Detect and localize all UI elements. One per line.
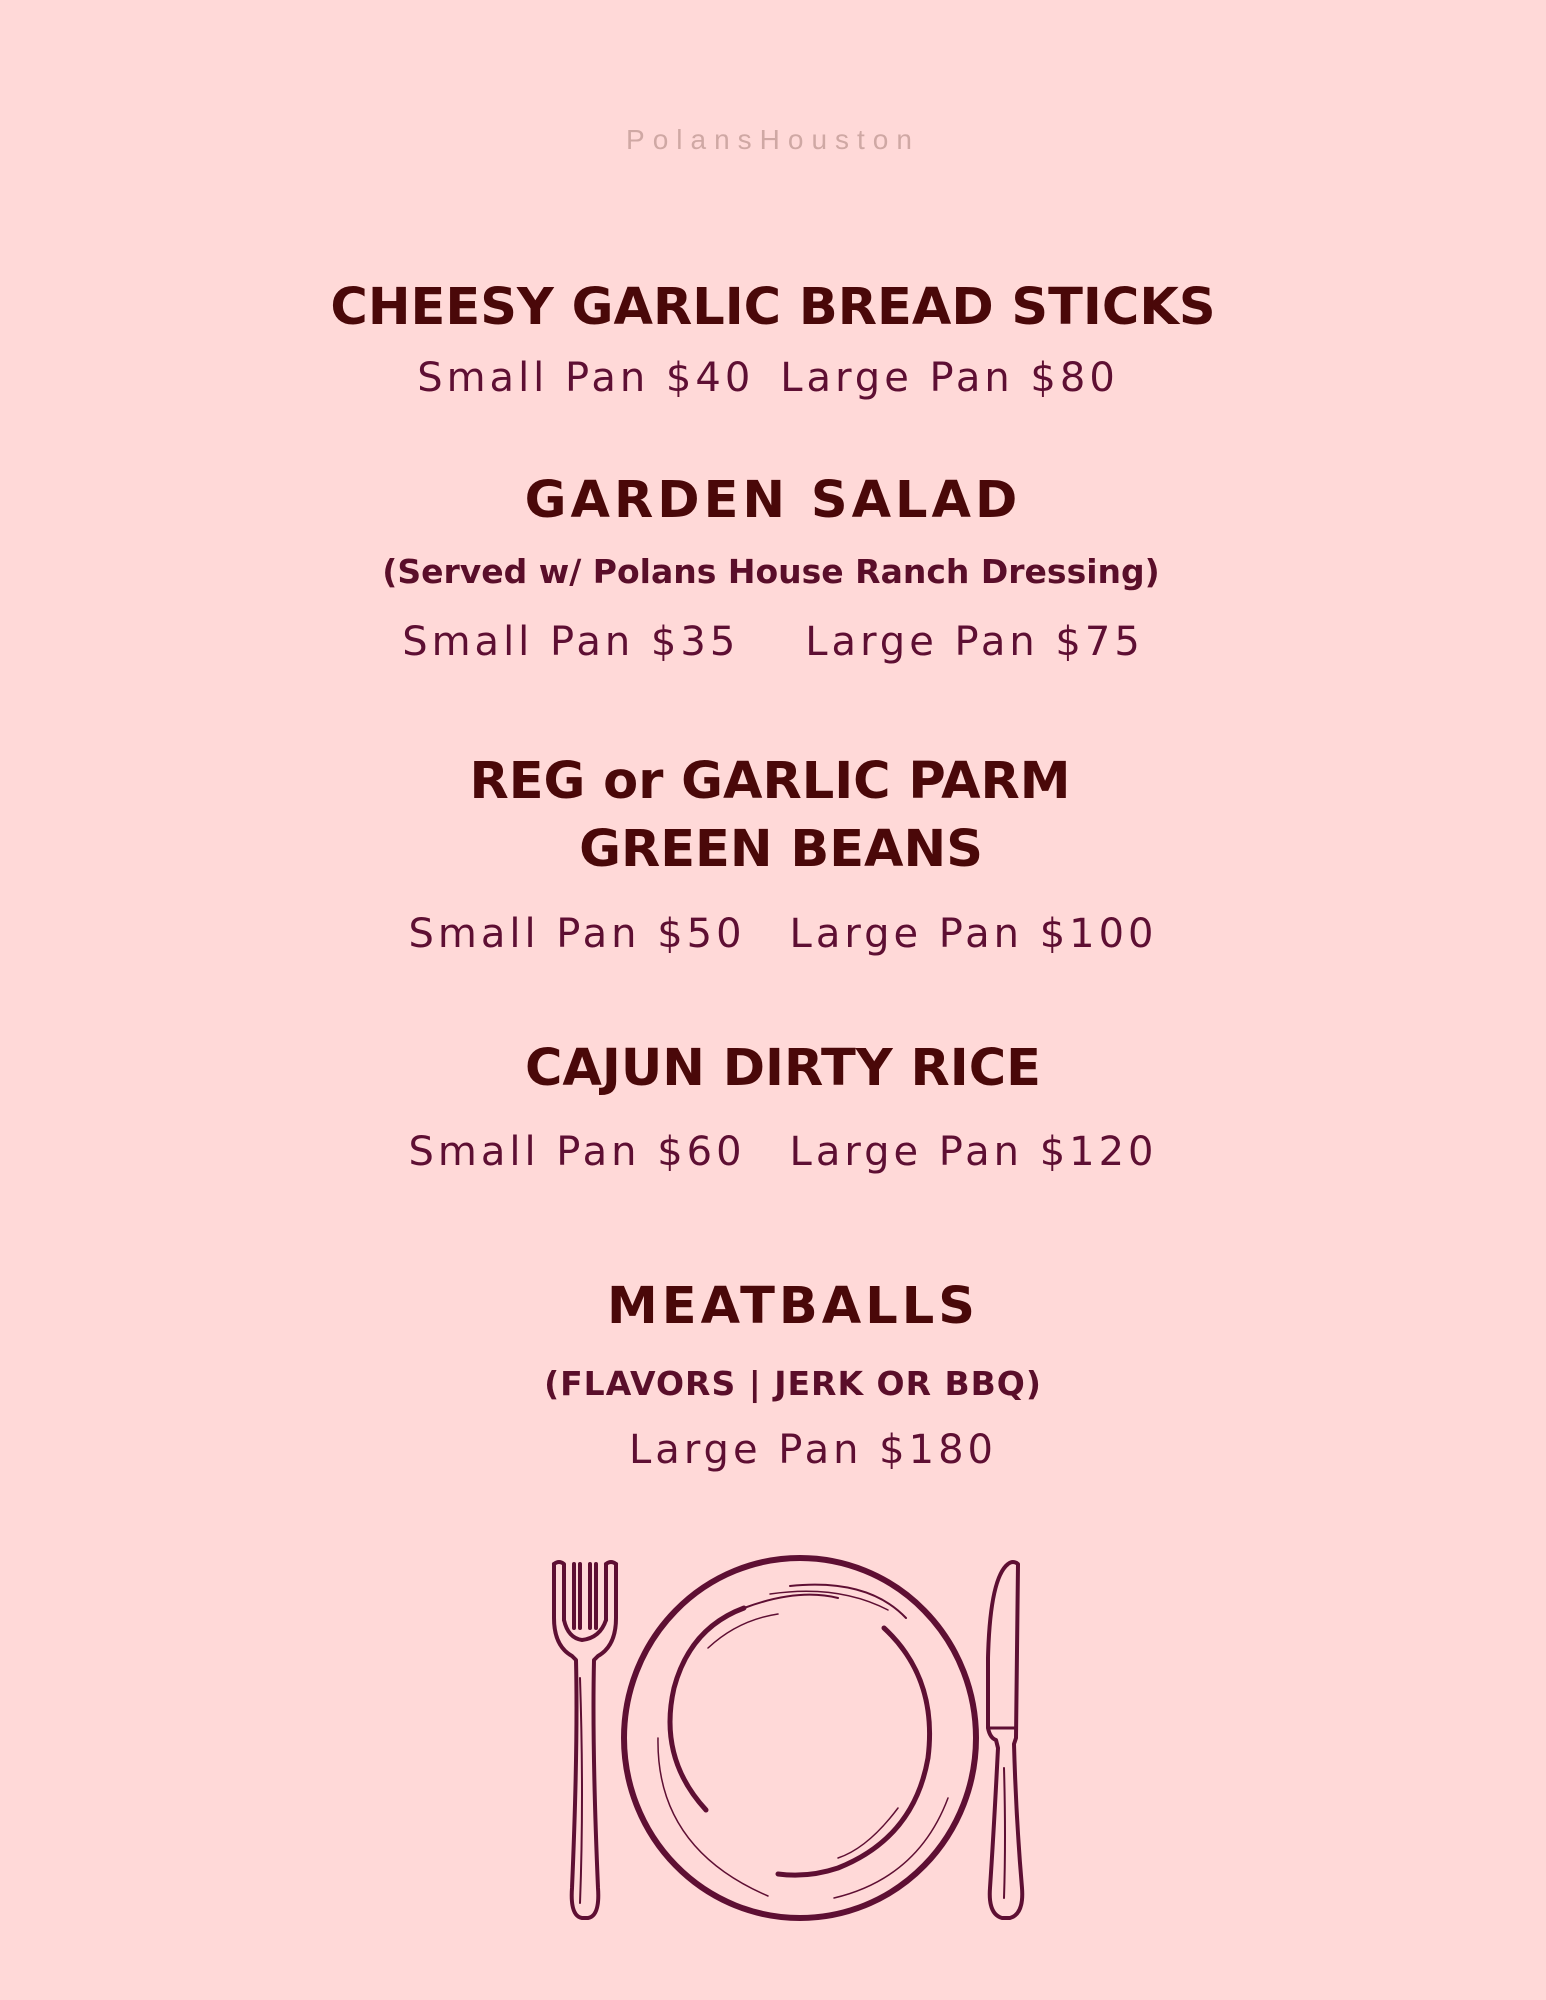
fork-icon — [554, 1562, 616, 1918]
large-pan-price: Large Pan $80 — [780, 355, 1119, 401]
small-pan-price: Small Pan $50 — [408, 911, 746, 957]
item-title-dirty-rice: CAJUN DIRTY RICE — [524, 1039, 1041, 1098]
item-title-garden-salad: GARDEN SALAD — [524, 471, 1022, 530]
large-pan-price: Large Pan $180 — [629, 1427, 997, 1473]
item-title-green-beans-line2: GREEN BEANS — [579, 820, 983, 879]
item-note-meatballs: (FLAVORS | JERK OR BBQ) — [544, 1364, 1042, 1403]
brand-name: PolansHouston — [626, 124, 920, 155]
item-title-green-beans-line1: REG or GARLIC PARM — [469, 752, 1071, 811]
item-note-garden-salad: (Served w/ Polans House Ranch Dressing) — [382, 552, 1160, 591]
plate-fork-knife-icon — [538, 1548, 1048, 1928]
small-pan-price: Small Pan $60 — [408, 1129, 746, 1175]
large-pan-price: Large Pan $75 — [805, 619, 1144, 665]
knife-icon — [988, 1562, 1022, 1918]
item-prices-dirty-rice — [10, 1127, 1546, 1177]
large-pan-price: Large Pan $100 — [789, 911, 1158, 957]
plate-icon — [624, 1558, 976, 1918]
large-pan-price: Large Pan $120 — [789, 1129, 1158, 1175]
small-pan-price: Small Pan $35 — [402, 619, 740, 665]
small-pan-price: Small Pan $40 — [417, 355, 755, 401]
item-prices-green-beans — [10, 909, 1546, 959]
item-prices-garlic-bread — [0, 353, 1541, 403]
item-prices-meatballs — [40, 1425, 1546, 1475]
item-title-meatballs: MEATBALLS — [607, 1277, 979, 1336]
item-prices-garden-salad — [0, 617, 1546, 667]
item-title-garlic-bread: CHEESY GARLIC BREAD STICKS — [330, 278, 1216, 337]
